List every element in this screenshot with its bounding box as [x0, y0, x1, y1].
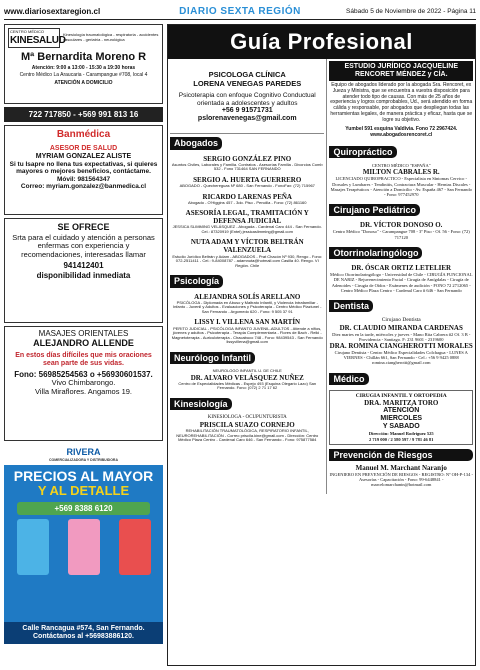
abogado-info: Estudio Jurídico Beltrán y Adam - ABOGADOS - Prat Chacón Nº 930, Rengo - Fono: 072-2511411 - Cel.: 9-84008787 - adamnuta@hotmail.com Casilla 40. Rengo. VI Región. Chile: [172, 253, 323, 268]
dent-name-2: DRA. ROMINA CIANGHEROTTI MORALES: [329, 341, 473, 350]
se-ofrece-title: SE OFRECE: [57, 222, 110, 233]
se-ofrece-disp: disponibilidad inmediata: [36, 270, 131, 280]
se-ofrece-ad: [4, 218, 163, 323]
page-header: [4, 4, 476, 20]
kine-name: PRISCILA SUAZO CORNEJO: [199, 421, 295, 430]
estudio-contact: Yumbel 591 esquina Valdivia. Fono 72 2967424. www.abogadosrencoret.cl: [345, 126, 458, 139]
banmedica-correo: Correo: myriam.gonzalez@banmedica.cl: [20, 183, 147, 191]
medico-hl3: Y SABADO: [382, 423, 420, 431]
banmedica-name: MYRIAM GONZALEZ ALISTE: [35, 152, 132, 160]
section-prevencion: Prevención de Riesgos: [329, 449, 473, 461]
kine-info: REHABILITACIÓN TRAUMATOLÓGICA, RESPIRATORIO INFANTIL, NEUROREHABILITACIÓN - Correo priscila.kine@gmail.com - Dirección: Centro Médico Plaza Centro - Cardenal Caro 646 - San Fernando - Fono: 975877584: [176, 428, 319, 443]
section-psicologia: Psicología: [170, 275, 223, 287]
psicologo-name: ALEJANDRA SOLÍS ARELLANO: [194, 292, 301, 301]
psicologo-info: PERITO JUDICIAL - PSICÓLOGA INFANTO JUVENIL-ADULTOS - Atiende a niños, jóvenes y adultos - Psicoterapia - Terapia Complementaria - Flores de Bach - Reiki - Magnetoterapia - Auriculoterapia - Chacabuco 748 - Fono: 98439543 - San Fernando lissyvillena@gmail.com: [171, 325, 323, 345]
quiro-sub: CENTRO MÉDICO "ESPAÑA": [371, 163, 431, 169]
section-quiropractico: Quiropráctico: [329, 146, 396, 158]
section-dentista: Dentista: [329, 300, 373, 312]
quiro-info: LICENCIADO QUIROPRACTICO - Especialista en Síntomas Cervico - Dorsales y Lumbares - Tendinitis, Contractura Muscular - Hernias Discales - Masajes Terapéuticos - Atención a Domicilio - Av. España 467 - San Fernando - Fono: 977452970: [330, 176, 472, 197]
abogado-name: ASESORÍA LEGAL, TRAMITACIÓN Y DEFENSA JUDICIAL: [185, 209, 309, 226]
abogado-info: JESSICA SLIMMING VELÁSQUEZ - Abogada - Cardenal Caro 444 - San Fernando. Cel.: 87320919 (Entel) jessicaslimming@gmail.com: [172, 224, 322, 234]
kinesalud-phones: 722 717850 - +569 991 813 16: [4, 107, 163, 122]
abogado-name: SERGIO GONZÁLEZ PINO: [203, 154, 292, 163]
rivera-logo: [4, 444, 163, 464]
site-url[interactable]: www.diariosextaregion.cl: [4, 6, 101, 16]
section-medico: Médico: [329, 373, 368, 385]
prev-name: Manuel M. Marchant Naranjo: [355, 464, 447, 473]
banmedica-movil: Móvil: 981564347: [56, 175, 111, 183]
guia-profesional: [167, 24, 476, 666]
abogado-info: Abogado - O'Higgins 457 - 3do. Piso - Pencilla - Fono: (72) 861160: [187, 199, 307, 205]
medico-tel: 2 719 000 / 2 580 597 / 9 781 46 81: [369, 436, 434, 442]
masajes-addr2: Villa Miraflores. Angamos 19.: [35, 386, 132, 396]
medico-name: DRA. MARITZA TORO: [364, 399, 439, 408]
abogado-name: NUTA ADAM Y VÍCTOR BELTRÁN VALENZUELA: [190, 238, 304, 255]
product-bottle: [68, 519, 100, 575]
ciruj-info: Centro Médico "Donoso" - Carampangue 708 - 3º Piso - Of. 56 - Fono: (72) 717120: [332, 229, 470, 240]
medico-sub: CIRUGIA INFANTIL Y ORTOPEDIA: [355, 392, 447, 399]
ciruj-name: DR. VÍCTOR DONOSO O.: [360, 221, 443, 230]
psico-desc: Psicoterapia con enfoque Cognitivo Conductual orientada a adolescentes y adultos: [178, 92, 316, 107]
section-otorrino: Otorrinolaringólogo: [329, 247, 422, 259]
guia-col-2: [327, 59, 475, 494]
neuro-sub: NEUROLOGO INFANTIL U. DE CHILE: [212, 368, 282, 374]
guia-title: Guía Profesional: [168, 25, 475, 59]
masthead: DIARIO SEXTA REGIÓN: [179, 5, 301, 17]
banmedica-text: Si tu Isapre no llena tus expectativas, si quieres mayores o mejores beneficios, contáctame.: [9, 160, 158, 176]
abogado-name: SERGIO A. HUERTA GUERRERO: [193, 175, 302, 184]
psico-title: PSICOLOGA CLÍNICA: [208, 70, 286, 79]
abogado-name: RICARDO LARENAS PEÑA: [202, 192, 292, 201]
rivera-products: [7, 519, 160, 575]
se-ofrece-tel: 941412401: [63, 261, 104, 271]
rivera-logo-text: RIVERA: [66, 447, 101, 458]
kinesalud-center: Centro Médico La Araucaria - Carampangue #708, local 4: [19, 72, 148, 79]
banmedica-asesor: ASESOR DE SALUD: [49, 144, 118, 152]
medico-hl2: MIERCOLES: [380, 415, 423, 423]
masajes-title: MASAJES ORIENTALES: [38, 329, 129, 339]
dent-info-2: Cirujano Dentista - Centro Médico Especialidades Colchagua - LUNES A VIERNES - Chillán 661, San Fernando - Cel.: +56 9 9425 0888 romina.ciangherotti@gmail.com: [334, 350, 468, 366]
kinesalud-domicilio: ATENCIÓN A DOMICILIO: [54, 80, 113, 87]
dent-info: Diez martes en la tarde, miércoles y jueves - Mano Rita Cabrera #2 Of. 3 B - Providencia - Santiago. F: 231 9601 - 2319600: [332, 331, 471, 342]
kinesalud-hours: Atención: 9:00 a 13:00 - 15:30 a 19:30 horas: [31, 64, 136, 71]
medico-addr: Dirección: Manuel Rodriguez 525: [368, 431, 434, 437]
medico-hl1: ATENCIÓN: [383, 407, 420, 415]
section-abogados: Abogados: [170, 137, 222, 149]
otorr-info: Médico Otorrinolaringólogo - Universidad de Chile - CIRUGÍA FUNCIONAL DE NARIZ - Rejuvenecimiento Facial - Cirugía de Amígdalas - Cirugía de Adenoides - Cirugía de Oídos - Exámenes de audición - FONO 72 2712065 - Centro Médico Plaza Centro - Cardenal Caro # 646 - San Fernando: [330, 272, 473, 293]
dent-name: DR. CLAUDIO MIRANDA CARDENAS: [339, 323, 463, 332]
rivera-sub: COMERCIALIZADORA Y DISTRIBUIDORA: [49, 457, 118, 462]
abogado-info: Asuntos Civiles, Laborales y Familia. Contratos - Asesorías Familia - Divorcios Comb 532 - Fono 731464 SAN FERNANDO: [171, 161, 323, 172]
abogado-info: ABOGADO - Quechereguas Nº 680 - San Fernando - FonoFax: (72) 715967: [179, 182, 315, 188]
masajes-ad: [4, 326, 163, 441]
rivera-whatsapp: +569 8388 6120: [17, 502, 150, 515]
masajes-name: ALEJANDRO ALLENDE: [33, 338, 134, 349]
quiro-name: MILTON CABRALES R.: [362, 168, 440, 177]
masajes-addr1: Vivo Chimbarongo.: [51, 378, 116, 387]
section-neurologo: Neurólogo Infantil: [170, 352, 255, 364]
estudio-text: Equipo de abogados liderado por la abogada Sra. Rencoret, ex Jueza y Ministra, que se encuentra a vuestra disposición para atender todo tipo de causas. Con más de 25 años de experiencia y logros comprobables, Ud., será atendido en forma cálida y responsable, por abogados que despliegan todas las herramientas legales, de manera práctica y eficaz, hasta que se logre su objetivo.: [330, 82, 473, 123]
left-ads-column: [4, 24, 163, 666]
logo-big-text: KINESALUD: [10, 34, 66, 46]
psicologa-box: [170, 61, 324, 134]
psico-tel: +56 9 91571731: [221, 107, 273, 115]
banmedica-ad: [4, 125, 163, 215]
rivera-p2: Y AL DETALLE: [37, 482, 130, 498]
guia-col-1: [168, 59, 327, 494]
logo-small-text: CENTRO MÉDICO: [10, 29, 44, 34]
neuro-name: DR. ALVARO VELÁSQUEZ NUÑEZ: [190, 373, 304, 382]
rivera-addr: Calle Rancagua #574, San Fernando. Contáctanos al +56983886120.: [4, 622, 163, 644]
kinesalud-logo: [8, 28, 66, 48]
rivera-p1: PRECIOS AL MAYOR: [13, 467, 154, 484]
psico-mail: pslorenavenegas@gmail.com: [197, 115, 297, 123]
se-ofrece-body: Srta para el cuidado y atención a personas enfermas con experiencia y recomendaciones, interesadas llamar: [12, 232, 155, 259]
kinesalud-desc: Kinesiología traumatológica - respiratoria - accidentes vasculares - geriatría - neurológica: [63, 32, 159, 43]
section-kinesiologia: Kinesiología: [170, 398, 232, 410]
neuro-info: Centro de Especialidades Médicas - Espejo 493 (Esquina Olegario Lazo) San Fernando. Fono: (072) 2 71 17 62: [178, 380, 317, 391]
banmedica-logo: Banmédica: [56, 129, 111, 141]
otorr-name: DR. ÓSCAR ORTIZ LETELIER: [351, 264, 452, 273]
product-bottle: [17, 519, 49, 575]
kine-sub: KINESIOLOGA - OCUPUNTURISTA: [207, 415, 287, 421]
estudio-title: ESTUDIO JURÍDICO JACQUELINE RENCORET MÉNDEZ y CÍA.: [329, 61, 473, 81]
masajes-red-text: En estos días difíciles que mis oraciones sean parte de sus vidas.: [15, 351, 152, 367]
psico-name: LORENA VENEGAS PAREDES: [193, 78, 302, 88]
masajes-fono: Fono: 56985254563 o +56930601537.: [14, 369, 153, 379]
rivera-ad: [4, 444, 163, 644]
dent-sub: Cirujano Dentista: [381, 317, 421, 324]
section-cirujano: Cirujano Pediátrico: [329, 204, 420, 216]
prev-info: INGENIERO EN PREVENCIÓN DE RIESGOS - REGISTRO: Nº OH-P-134 - Asesorías - Capacitación - Fono: 99-6448841 - marcelomarchantn@hotmail.com: [329, 472, 473, 488]
date-page: Sábado 5 de Noviembre de 2022 - Página 11: [346, 7, 476, 15]
product-bottle: [119, 519, 151, 575]
psicologo-name: LISSY I. VILLENA SAN MARTÍN: [194, 318, 301, 327]
psicologo-info: PSICÓLOGA - Diplomada en Abuso y Maltrato Infantil, y Violencia Intrafamiliar - Infanto - Juvenil y Adultos - Evaluaciones y Psicoterapia - Centro Médico Plaziunel - San Fernando - Argomedo 620 - Fono: 9 505 37 91: [172, 299, 322, 314]
kinesalud-name: Mª Bernardita Moreno R: [20, 51, 147, 64]
kinesalud-ad: [4, 24, 163, 104]
